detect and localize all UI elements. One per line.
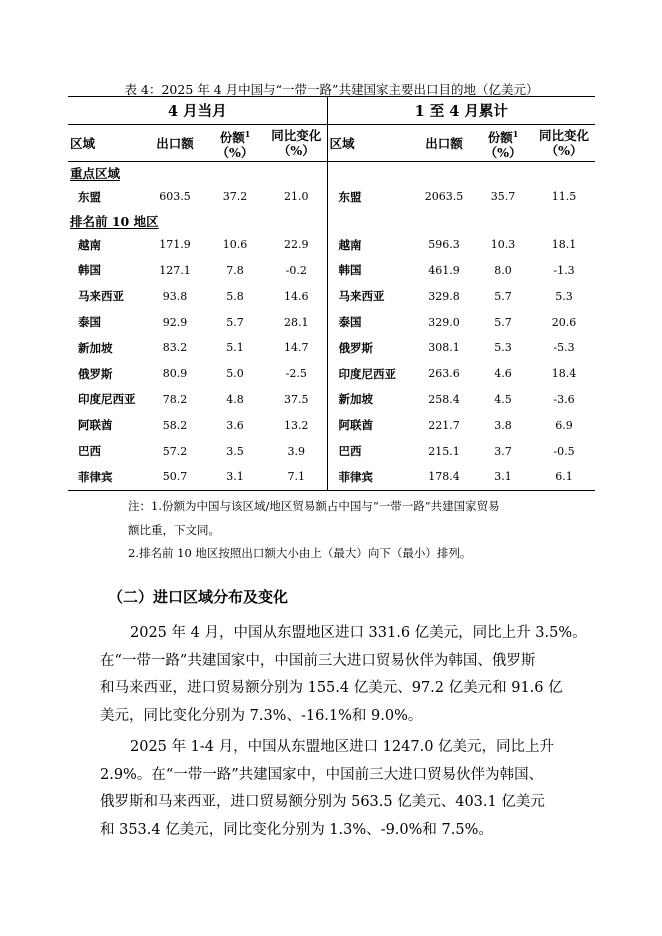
paragraph-1: 2025 年 4 月，中国从东盟地区进口 331.6 亿美元，同比上升 3.5%。 在“一带一路”共建国家中，中国前三大进口贸易伙伴为韩国、俄罗斯 和马来西亚，进口贸易额分别为 155.4 亿美元、97.2 亿美元和 91.6 亿 美元，同比变化分别为 7.3%、-16.1%和 9.0%。 (100, 625, 587, 724)
table-row: 泰国 92.9 5.7 28.1 泰国 329.0 5.7 20.6 (68, 309, 595, 335)
table-note-2: 2.排名前 10 地区按照出口额大小由上（最大）向下（最小）排列。 (128, 546, 472, 560)
table-row: 阿联酋 58.2 3.6 13.2 阿联酋 221.7 3.8 6.9 (68, 412, 595, 438)
group-label-key-region: 重点区域 (68, 162, 327, 185)
col-region: 区域 (327, 125, 415, 162)
table-row: 韩国 127.1 7.8 -0.2 韩国 461.9 8.0 -1.3 (68, 258, 595, 284)
table-row: 越南 171.9 10.6 22.9 越南 596.3 10.3 18.1 (68, 232, 595, 258)
section-heading: （二）进口区域分布及变化 (108, 588, 289, 606)
col-region: 区域 (68, 125, 146, 162)
table-row: 菲律宾 50.7 3.1 7.1 菲律宾 178.4 3.1 6.1 (68, 464, 595, 490)
col-share: 份额$^1$ （%） (473, 125, 533, 162)
export-destinations-table (68, 96, 595, 491)
table-caption: 表 4：2025 年 4 月中国与“一带一路”共建国家主要出口目的地（亿美元） (124, 82, 539, 97)
paragraph-2: 2025 年 1-4 月，中国从东盟地区进口 1247.0 亿美元，同比上升 2.9%。在“一带一路”共建国家中，中国前三大进口贸易伙伴为韩国、 俄罗斯和马来西亚，进口贸易额分别为 563.5 亿美元、403.1 亿美元 和 353.4 亿美元，同比变化分别为 1.3%、-9.0%和 7.5%。 (100, 739, 555, 838)
col-export: 出口额 (146, 125, 204, 162)
table-column-header (68, 125, 595, 162)
right-section-title: 1 至 4 月累计 (327, 97, 595, 125)
group-row-key-region (68, 162, 595, 185)
col-yoy: 同比变化 （%） (266, 125, 327, 162)
col-yoy: 同比变化 （%） (533, 125, 595, 162)
table-row: 东盟 603.5 37.2 21.0 东盟 2063.5 35.7 11.5 (68, 184, 595, 210)
table-row: 新加坡 83.2 5.1 14.7 俄罗斯 308.1 5.3 -5.3 (68, 335, 595, 361)
table-note-1: 注：1.份额为中国与该区域/地区贸易额占中国与“一带一路”共建国家贸易 (128, 499, 500, 513)
col-export: 出口额 (415, 125, 473, 162)
table-row: 巴西 57.2 3.5 3.9 巴西 215.1 3.7 -0.5 (68, 438, 595, 464)
table-row: 印度尼西亚 78.2 4.8 37.5 新加坡 258.4 4.5 -3.6 (68, 387, 595, 413)
table-row: 俄罗斯 80.9 5.0 -2.5 印度尼西亚 263.6 4.6 18.4 (68, 361, 595, 387)
col-share: 份额$^1$ （%） (204, 125, 266, 162)
table-note-1-cont: 额比重，下文同。 (128, 523, 220, 537)
left-section-title: 4 月当月 (68, 97, 327, 125)
group-label-top10: 排名前 10 地区 (68, 210, 327, 232)
table-row: 马来西亚 93.8 5.8 14.6 马来西亚 329.8 5.7 5.3 (68, 283, 595, 309)
table-section-header (68, 97, 595, 125)
group-row-top10 (68, 210, 595, 232)
